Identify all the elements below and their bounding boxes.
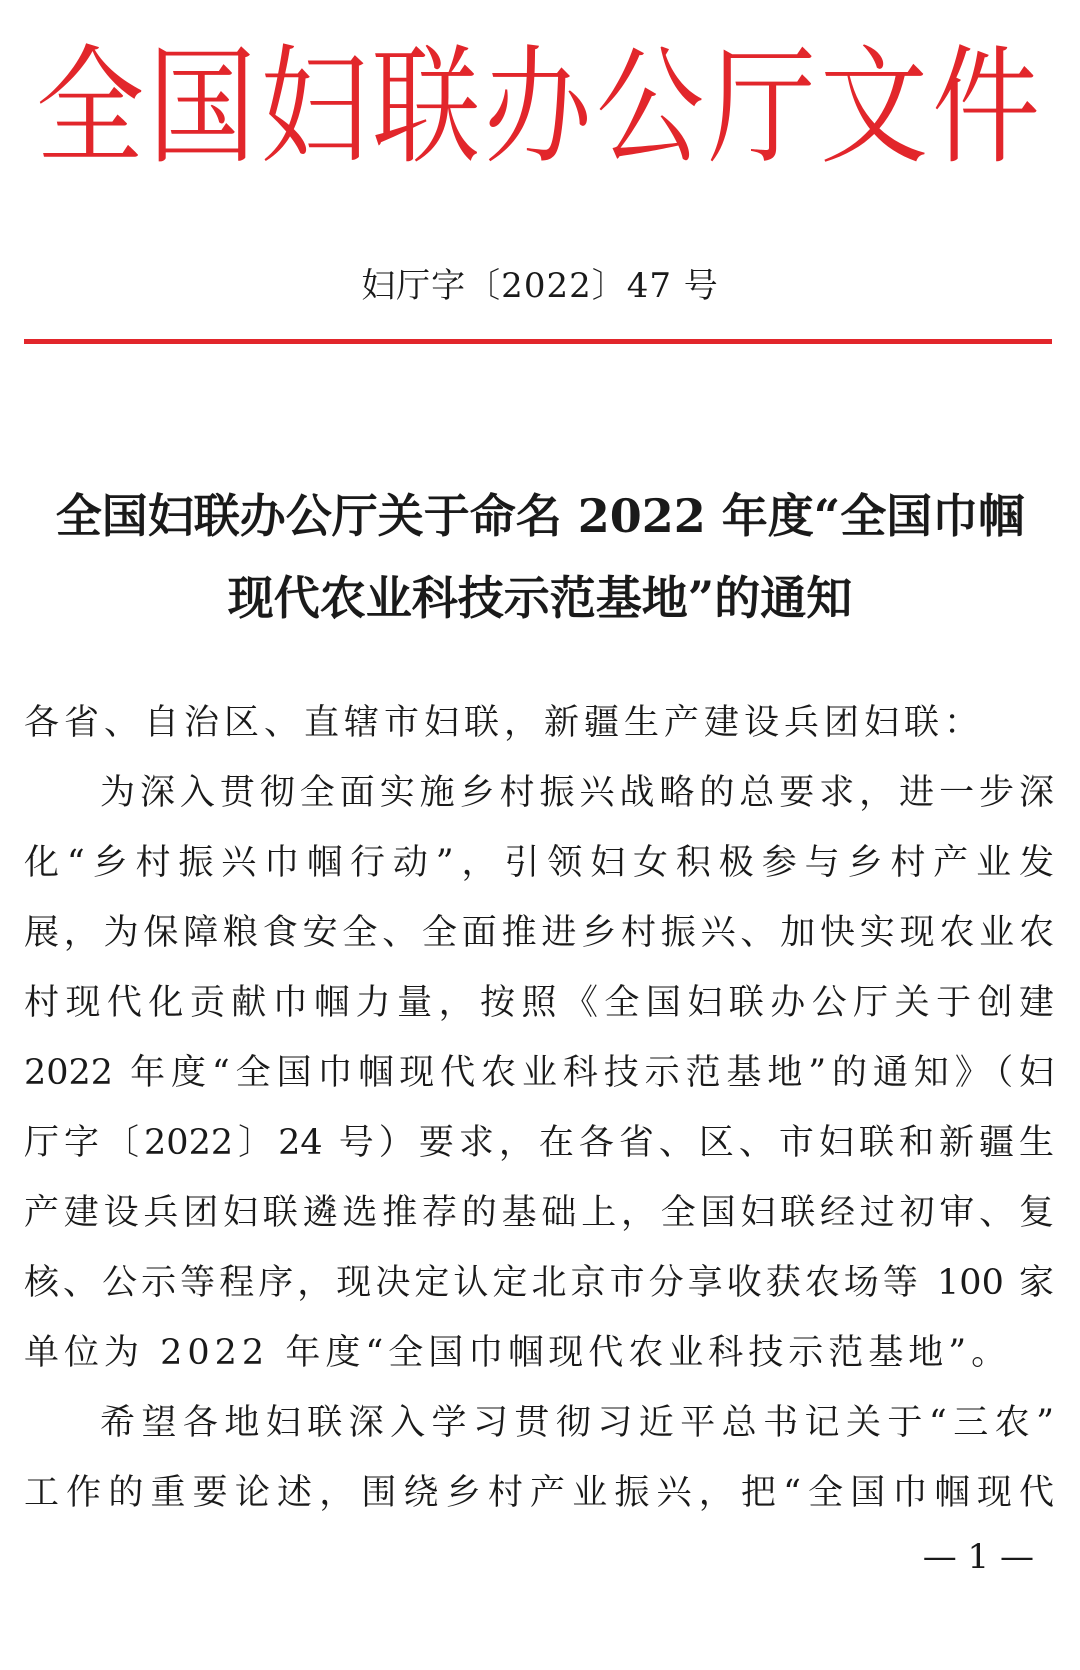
document-number: 妇厅字〔2022〕47 号	[361, 266, 719, 306]
notice-title-line-2: 现代农业科技示范基地”的通知	[227, 571, 853, 625]
body-line: 厅字〔2022〕24 号）要求，在各省、区、市妇联和新疆生	[24, 1123, 1054, 1163]
red-divider-line	[24, 339, 1052, 344]
body-line: 展，为保障粮食安全、全面推进乡村振兴、加快实现农业农	[24, 913, 1054, 953]
body-line: 核、公示等程序，现决定认定北京市分享收获农场等 100 家	[24, 1263, 1054, 1303]
body-line: 化“乡村振兴巾帼行动”，引领妇女积极参与乡村产业发	[24, 843, 1054, 883]
body-line: 2022 年度“全国巾帼现代农业科技示范基地”的通知》（妇	[24, 1053, 1054, 1093]
notice-title-line-1: 全国妇联办公厅关于命名 2022 年度“全国巾帼	[55, 489, 1025, 543]
body-line: 希望各地妇联深入学习贯彻习近平总书记关于“三农”	[100, 1403, 1054, 1443]
body-line: 单位为 2022 年度“全国巾帼现代农业科技示范基地”。	[24, 1333, 1012, 1373]
salutation-line: 各省、自治区、直辖市妇联，新疆生产建设兵团妇联：	[24, 703, 985, 743]
body-line: 工作的重要论述，围绕乡村产业振兴，把“全国巾帼现代	[24, 1473, 1054, 1513]
body-line: 村现代化贡献巾帼力量，按照《全国妇联办公厅关于创建	[24, 983, 1054, 1023]
body-text	[24, 688, 1054, 1528]
body-line: 产建设兵团妇联遴选推荐的基础上，全国妇联经过初审、复	[24, 1193, 1054, 1233]
masthead-title: 全国妇联办公厅文件	[35, 34, 1044, 182]
page-number: — 1 —	[922, 1537, 1034, 1577]
notice-title	[0, 475, 1080, 639]
body-line: 为深入贯彻全面实施乡村振兴战略的总要求，进一步深	[100, 773, 1054, 813]
